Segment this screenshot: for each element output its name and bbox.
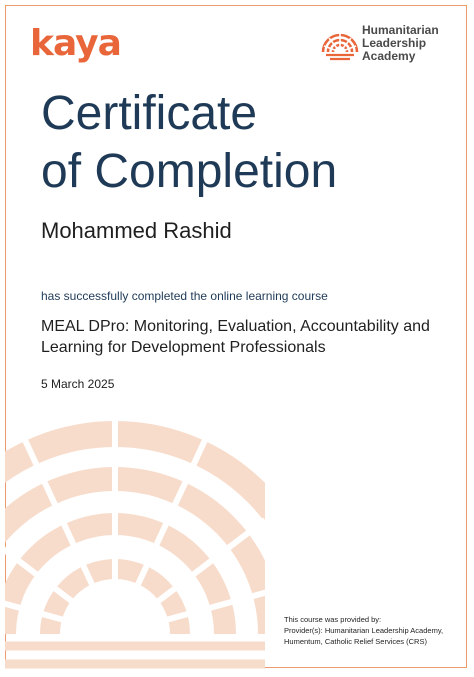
sunrise-icon xyxy=(320,24,360,64)
title-line-1: Certificate xyxy=(41,87,258,140)
completion-statement: has successfully completed the online learning course xyxy=(41,289,328,303)
course-title: MEAL DPro: Monitoring, Evaluation, Accountability and Learning for Development Professionals xyxy=(41,318,430,356)
hla-line-3: Academy xyxy=(362,49,416,63)
completion-date: 5 March 2025 xyxy=(41,377,115,391)
recipient-name: Mohammed Rashid xyxy=(41,218,232,243)
title-line-2: of Completion xyxy=(41,145,338,198)
hla-name xyxy=(362,24,439,63)
provider-heading: This course was provided by: xyxy=(284,615,382,624)
sunrise-watermark xyxy=(5,420,265,672)
hla-line-2: Leadership xyxy=(362,36,427,50)
provider-info xyxy=(284,614,464,647)
hla-logo xyxy=(320,24,450,64)
certificate-title xyxy=(41,85,337,201)
provider-details: Provider(s): Humanitarian Leadership Academy, Humentum, Catholic Relief Services (CRS) xyxy=(284,626,444,646)
hla-line-1: Humanitarian xyxy=(362,23,439,37)
kaya-logo: kaya xyxy=(30,23,121,64)
